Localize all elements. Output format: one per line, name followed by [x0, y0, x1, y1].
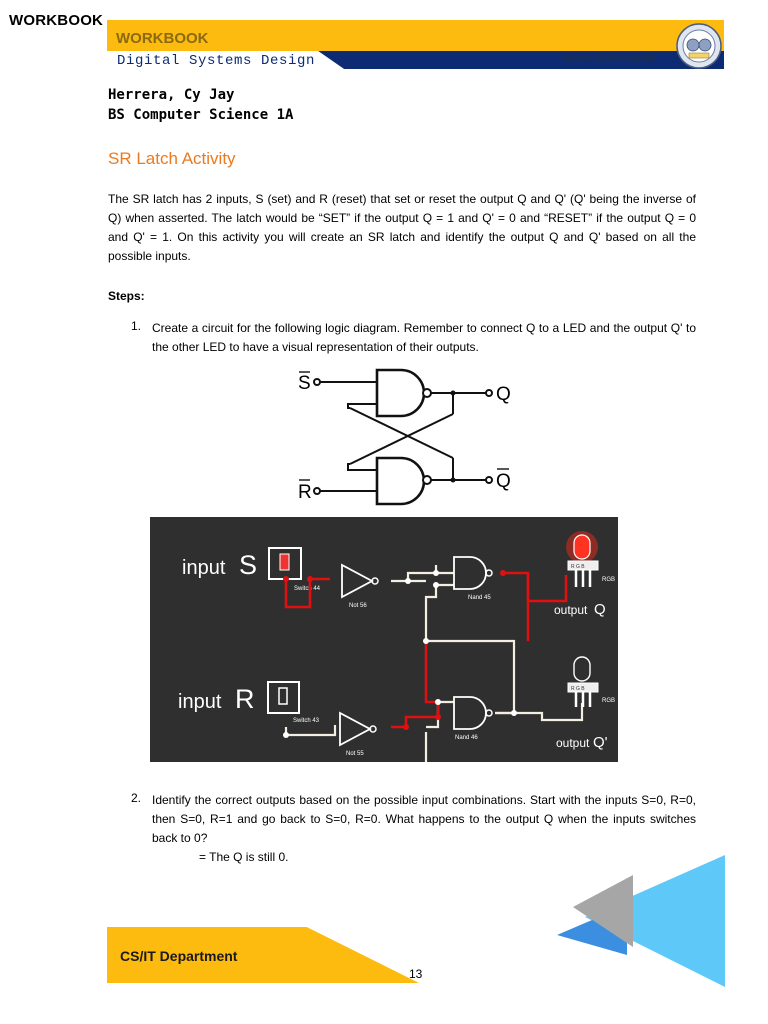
footer-triangle-decoration: [555, 855, 725, 987]
student-name: Herrera, Cy Jay: [108, 87, 235, 103]
input-s-label: input: [182, 557, 226, 579]
r-bar-label: R: [298, 482, 312, 503]
student-program: BS Computer Science 1A: [108, 107, 294, 123]
page-number: 13: [409, 967, 423, 981]
led-qprime-pins: R G B: [571, 686, 585, 692]
input-r-label: input: [178, 691, 222, 713]
output-q-label: output: [554, 603, 588, 617]
step-2-answer: = The Q is still 0.: [199, 850, 289, 864]
switch-r-label: Switch 43: [293, 718, 320, 724]
university-seal-logo: [676, 23, 722, 69]
led-q-rgb: RGB: [602, 577, 616, 583]
header-workbook-title: WORKBOOK: [116, 30, 209, 47]
circuit-simulator-screenshot: [150, 517, 618, 762]
nand-top-label: Nand 45: [468, 595, 491, 601]
led-qprime-rgb: RGB: [602, 698, 616, 704]
input-r-letter: R: [235, 684, 255, 714]
s-input-terminal: [314, 379, 320, 385]
not-r-label: Not 55: [346, 751, 364, 757]
intro-paragraph: The SR latch has 2 inputs, S (set) and R (reset) that set or reset the output Q and Q' (Q' being the inverse of Q) when asserted. The latch would be “SET” if the output Q = 1 and Q' = 0 and “RESET” if the output Q = 0 and Q' = 1. On this activity you will create an SR latch and identify the output Q and Q' based on all the possible inputs.: [108, 192, 696, 263]
footer-department: CS/IT Department: [120, 948, 238, 964]
activity-title: SR Latch Activity: [108, 149, 236, 168]
output-qprime-letter: Q': [593, 734, 608, 751]
led-q-pins: R G B: [571, 564, 585, 570]
top-nand-gate: [377, 370, 424, 416]
nand-bottom-label: Nand 46: [455, 735, 478, 741]
qbar-output-terminal: [486, 477, 492, 483]
not-s-label: Not 56: [349, 603, 367, 609]
led-q: [574, 535, 590, 559]
output-q-letter: Q: [594, 601, 606, 618]
qbar-label: Q: [496, 471, 511, 492]
sr-latch-logic-diagram: [290, 362, 520, 510]
instructor-guide-label: Instructor's Guide: [562, 53, 657, 65]
top-workbook-label: WORKBOOK: [9, 12, 104, 29]
header-course-title: Digital Systems Design: [117, 53, 316, 69]
q-label: Q: [496, 384, 511, 405]
q-output-terminal: [486, 390, 492, 396]
step-2-number: 2.: [131, 791, 142, 805]
output-qprime-label: output: [556, 736, 590, 750]
step-1-text: Create a circuit for the following logic diagram. Remember to connect Q to a LED and the output Q' to the other LED to have a visual representation of their outputs.: [152, 321, 696, 354]
r-input-terminal: [314, 488, 320, 494]
step-2-text: Identify the correct outputs based on the possible input combinations. Start with the inputs S=0, R=0, then S=0, R=1 and go back to S=0, R=0. What happens to the output Q when the inputs switches back to 0?: [152, 793, 696, 845]
steps-heading: Steps:: [108, 289, 145, 303]
input-s-letter: S: [239, 550, 258, 580]
switch-s-label: Switch 44: [294, 586, 321, 592]
bottom-nand-gate: [377, 458, 424, 504]
s-bar-label: S: [298, 373, 311, 394]
step-1-number: 1.: [131, 319, 142, 333]
